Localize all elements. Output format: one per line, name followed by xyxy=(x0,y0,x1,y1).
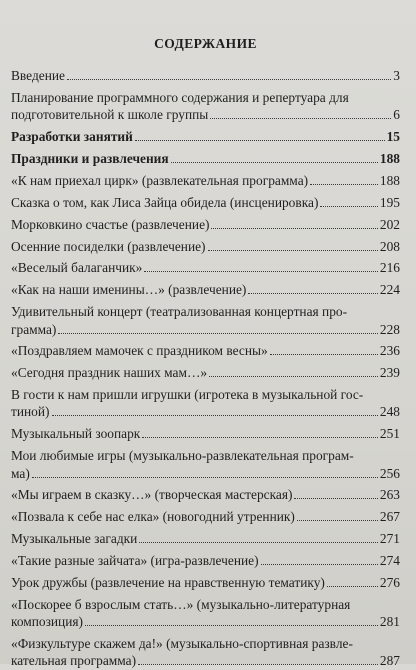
toc-entry-title: «Мы играем в сказку…» (творческая мастерская) xyxy=(11,487,293,503)
toc-entry-title: Музыкальный зоопарк xyxy=(11,426,141,442)
dot-leader xyxy=(85,625,378,626)
toc-entry-line xyxy=(11,259,400,276)
dot-leader xyxy=(52,415,378,416)
toc-entry-title: Урок дружбы (развлечение на нравственную тематику) xyxy=(11,575,325,590)
dot-leader xyxy=(209,376,378,377)
toc-entry-line xyxy=(11,150,400,167)
toc-entry-line xyxy=(11,194,400,211)
toc-entry-title: «Веселый балаганчик» xyxy=(11,260,143,276)
toc-entry xyxy=(11,486,400,503)
toc-entry-line xyxy=(11,238,400,255)
page-number: 236 xyxy=(379,343,400,359)
toc-entry-title: «Сегодня праздник наших мам…» xyxy=(11,365,208,381)
toc-entry xyxy=(11,508,400,525)
page-number: 3 xyxy=(393,68,400,83)
toc-entry xyxy=(11,342,400,359)
page-number: 271 xyxy=(379,531,400,547)
toc-entry-line xyxy=(11,652,400,669)
toc-entry-title: кательная программа) xyxy=(11,653,137,669)
page-number: 274 xyxy=(379,553,400,569)
page-number: 228 xyxy=(379,321,400,337)
dot-leader xyxy=(139,542,378,543)
dot-leader xyxy=(171,162,378,163)
toc-entry xyxy=(11,89,400,124)
toc-entry-title: «Позвала к себе нас елка» (новогодний утренник) xyxy=(11,509,295,525)
toc-entry-title: Осенние посиделки (развлечение) xyxy=(11,238,206,254)
toc-entry-text-line: Планирование программного содержания и репертуара для xyxy=(11,89,349,105)
toc-entry xyxy=(11,281,400,298)
toc-entry-line xyxy=(11,552,400,569)
toc-entry-title: Праздники и развлечения xyxy=(11,150,169,166)
toc-entry-line xyxy=(11,106,400,123)
page-number: 239 xyxy=(379,365,400,381)
page-number: 287 xyxy=(379,653,400,669)
toc-entry-line xyxy=(11,128,400,145)
page-number: 281 xyxy=(379,614,400,630)
dot-leader xyxy=(32,477,378,478)
toc-entry-text-line: Удивительный концерт (театрализованная концертная про- xyxy=(11,304,348,320)
dot-leader xyxy=(294,498,377,499)
toc-entry-line xyxy=(11,67,400,84)
page-number: 216 xyxy=(379,260,400,276)
dot-leader xyxy=(67,79,391,80)
toc-entry xyxy=(11,530,400,547)
page-number: 15 xyxy=(386,129,400,145)
toc-entry-line xyxy=(11,574,400,591)
toc-entry xyxy=(11,150,400,167)
dot-leader xyxy=(270,354,378,355)
toc-entry xyxy=(11,194,400,211)
page-number: 251 xyxy=(379,426,400,442)
toc-entry xyxy=(11,238,400,255)
dot-leader xyxy=(310,184,378,185)
dot-leader xyxy=(320,206,377,207)
page-number: 248 xyxy=(379,404,400,420)
toc-entry-line xyxy=(11,425,400,442)
toc-entry-text-line: В гости к нам пришли игрушки (игротека в музыкальной гос- xyxy=(11,387,364,403)
dot-leader xyxy=(142,437,378,438)
toc-entry xyxy=(11,447,400,482)
toc-entry xyxy=(11,128,400,145)
toc-entry xyxy=(11,552,400,569)
toc-entry-line xyxy=(11,530,400,547)
page-number: 224 xyxy=(379,282,400,298)
toc-entry-title: Введение xyxy=(11,68,65,83)
toc-entry xyxy=(11,596,400,631)
dot-leader xyxy=(208,250,378,251)
toc-entry xyxy=(11,216,400,233)
toc-entry-title: «Поздравляем мамочек с праздником весны» xyxy=(11,343,268,359)
toc-entry-title: «К нам приехал цирк» (развлекательная программа) xyxy=(11,172,309,188)
page-title: СОДЕРЖАНИЕ xyxy=(154,36,257,51)
dot-leader xyxy=(138,664,378,665)
page-number: 208 xyxy=(379,238,400,254)
dot-leader xyxy=(211,228,377,229)
page-number: 267 xyxy=(379,509,400,525)
toc-entry xyxy=(11,259,400,276)
toc-entry-title: грамма) xyxy=(11,321,57,337)
dot-leader xyxy=(261,564,378,565)
toc-entry-line xyxy=(11,342,400,359)
toc-entry xyxy=(11,635,400,670)
page-number: 6 xyxy=(393,107,400,123)
toc-entry-title: тиной) xyxy=(11,404,50,420)
dot-leader xyxy=(327,586,378,587)
toc-entry xyxy=(11,574,400,591)
page-number: 195 xyxy=(379,194,400,210)
page-number: 202 xyxy=(379,216,400,232)
toc-entry-line xyxy=(11,403,400,420)
toc-entry-line xyxy=(11,281,400,298)
page-number: 276 xyxy=(379,575,400,590)
toc-entry xyxy=(11,303,400,338)
toc-entry-line xyxy=(11,465,400,482)
page-number: 256 xyxy=(379,465,400,481)
toc-entry-title: Разработки занятий xyxy=(11,129,133,145)
toc-entry xyxy=(11,172,400,189)
toc-entry-line xyxy=(11,364,400,381)
toc-entry-title: композиция) xyxy=(11,614,84,630)
toc-entry-title: Сказка о том, как Лиса Зайца обидела (инсценировка) xyxy=(11,194,319,210)
dot-leader xyxy=(248,293,378,294)
dot-leader xyxy=(210,118,391,119)
toc-entry-title: ма) xyxy=(11,465,30,481)
toc-entry-title: подготовительной к школе группы xyxy=(11,107,209,123)
toc-entry xyxy=(11,364,400,381)
toc-entry xyxy=(11,425,400,442)
toc-entry-line xyxy=(11,216,400,233)
dot-leader xyxy=(144,271,378,272)
page-number: 188 xyxy=(379,150,400,166)
toc-entry-line xyxy=(11,508,400,525)
toc-entry-text-line: «Поскорее б взрослым стать…» (музыкально-литературная xyxy=(11,596,351,612)
page-number: 263 xyxy=(379,487,400,503)
toc-entry-line xyxy=(11,172,400,189)
toc-entry-line xyxy=(11,613,400,630)
dot-leader xyxy=(297,520,378,521)
toc-entry-line xyxy=(11,321,400,338)
toc-entry xyxy=(11,67,400,84)
toc-entry-line xyxy=(11,486,400,503)
toc-entry xyxy=(11,386,400,421)
toc-entry-text-line: Мои любимые игры (музыкально-развлекательная програм- xyxy=(11,448,354,464)
toc-entry-title: «Как на наши именины…» (развлечение) xyxy=(11,282,247,298)
dot-leader xyxy=(58,333,378,334)
page-number: 188 xyxy=(379,172,400,188)
dot-leader xyxy=(135,140,385,141)
toc-entry-title: Музыкальные загадки xyxy=(11,531,138,547)
toc-entry-text-line: «Физкультуре скажем да!» (музыкально-спортивная развле- xyxy=(11,636,353,652)
table-of-contents xyxy=(11,67,400,670)
toc-entry-title: «Такие разные зайчата» (игра-развлечение) xyxy=(11,553,259,569)
toc-entry-title: Морковкино счастье (развлечение) xyxy=(11,216,210,232)
